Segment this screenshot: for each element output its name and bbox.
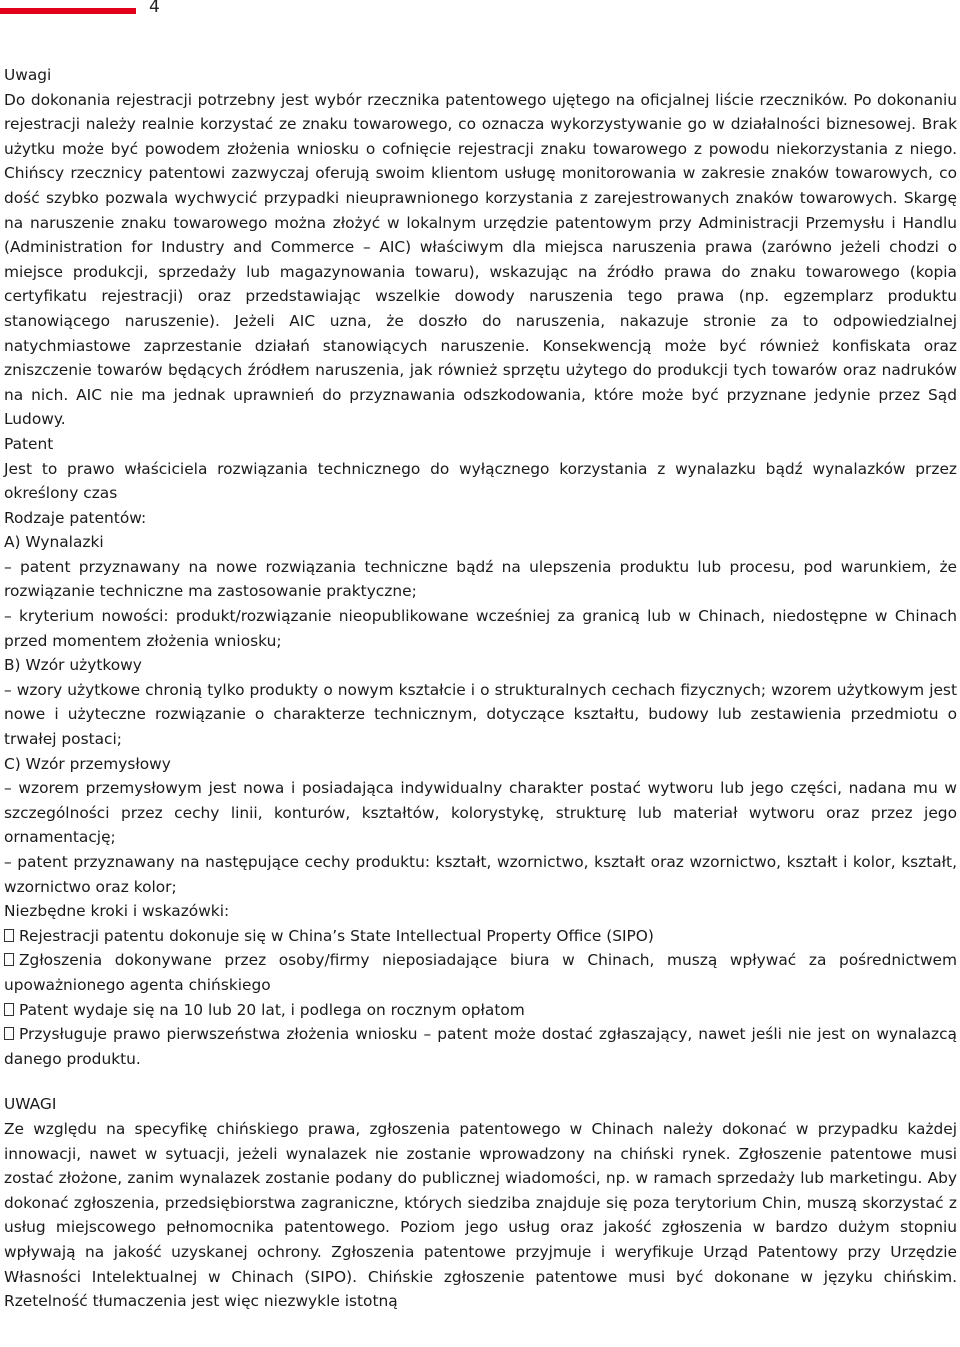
type-a-item-2: – kryterium nowości: produkt/rozwiązanie nieopublikowane wcześniej za granicą lub w Chinach, niedostępne w Chinach przed momentem złożenia wniosku; xyxy=(4,607,957,650)
step-text: Patent wydaje się na 10 lub 20 lat, i podlega on rocznym opłatom xyxy=(19,1000,525,1019)
patent-types-heading: Rodzaje patentów: xyxy=(4,508,147,527)
type-c-item-2: – patent przyznawany na następujące cechy produktu: kształt, wzornictwo, kształt oraz wzornictwo, kształt i kolor, kształt, wzornictwo oraz kolor; xyxy=(4,853,957,896)
step-item xyxy=(4,948,957,997)
step-text: Rejestracji patentu dokonuje się w China’s State Intellectual Property Office (SIPO) xyxy=(19,926,654,945)
type-b-item-1: – wzory użytkowe chronią tylko produkty o nowym kształcie i o strukturalnych cechach fizycznych; wzorem użytkowym jest nowe i użyteczne rozwiązanie o charakterze technicznym, dotyczące kształtu, budowy lub zestawienia przedmiotu o trwałej postaci; xyxy=(4,680,957,749)
document-body xyxy=(4,63,957,1314)
bullet-box-icon xyxy=(4,1027,14,1040)
paragraph-trademark-notes: Do dokonania rejestracji potrzebny jest wybór rzecznika patentowego ujętego na oficjalnej liście rzeczników. Po dokonaniu rejestracji należy realnie korzystać ze znaku towarowego, co oznacza wykorzystywanie go w działalności biznesowej. Brak użytku może być powodem złożenia wniosku o cofnięcie rejestracji znaku towarowego z powodu niekorzystania z niego. Chińscy rzecznicy patentowi zazwyczaj oferują swoim klientom usługę monitorowania w zakresie znaków towarowych, co dość szybko pozwala wychwycić przypadki nieuprawnionego korzystania z zarejestrowanych znaków towarowych. Skargę na naruszenie znaku towarowego można złożyć w lokalnym urzędzie patentowym przy Administracji Przemysłu i Handlu (Administration for Industry and Commerce – AIC) właściwym dla miejsca naruszenia prawa (zarówno jeżeli chodzi o miejsce produkcji, sprzedaży lub magazynowania towaru), wskazując na źródło prawa do znaku towarowego (kopia certyfikatu rejestracji) oraz przedstawiając wszelkie dowody naruszenia tego prawa (np. egzemplarz produktu stanowiącego naruszenie). Jeżeli AIC uzna, że doszło do naruszenia, nakazuje stronie za to odpowiedzialnej natychmiastowe zaprzestanie działań stanowiących naruszenie. Konsekwencją może być również konfiskata oraz zniszczenie towarów będących źródłem naruszenia, jak również sprzętu użytego do produkcji tych towarów oraz nadruków na nich. AIC nie ma jednak uprawnień do przyznawania odszkodowania, które może być przyznane jedynie przez Sąd Ludowy. xyxy=(4,90,957,429)
type-a-item-1: – patent przyznawany na nowe rozwiązania techniczne bądź na ulepszenia produktu lub procesu, pod warunkiem, że rozwiązanie techniczne ma zastosowanie praktyczne; xyxy=(4,557,957,601)
header-accent-bar xyxy=(0,8,136,14)
step-text: Przysługuje prawo pierwszeństwa złożenia wniosku – patent może dostać zgłaszający, nawet jeśli nie jest on wynalazcą danego produktu. xyxy=(4,1025,957,1068)
step-item xyxy=(4,998,957,1023)
bullet-box-icon xyxy=(4,1003,14,1016)
section-heading-uwagi: Uwagi xyxy=(4,66,52,84)
step-text: Zgłoszenia dokonywane przez osoby/firmy nieposiadające biura w Chinach, muszą wpływać za pośrednictwem upoważnionego agenta chińskiego xyxy=(4,951,957,994)
section-heading-patent: Patent xyxy=(4,434,54,453)
section-spacer xyxy=(4,1071,957,1092)
paragraph-patent-notes: Ze względu na specyfikę chińskiego prawa, zgłoszenia patentowego w Chinach należy dokonać w przypadku każdej innowacji, nawet w sytuacji, jeżeli wynalazek nie zostanie wprowadzony na chiński rynek. Zgłoszenie patentowe musi zostać złożone, zanim wynalazek zostanie podany do publicznej wiadomości, np. w ramach sprzedaży lub marketingu. Aby dokonać zgłoszenia, przedsiębiorstwa zagraniczne, których siedziba znajduje się poza terytorium Chin, muszą skorzystać z usług miejscowego pełnomocnika patentowego. Poziom jego usług oraz jakość zgłoszenia w bardzo dużym stopniu wpływają na jakość uzyskanej ochrony. Zgłoszenia patentowe przyjmuje i weryfikuje Urząd Patentowy przy Urzędzie Własności Intelektualnej w Chinach (SIPO). Chińskie zgłoszenie patentowe musi być dokonane w języku chińskim. Rzetelność tłumaczenia jest więc niezwykle istotną xyxy=(4,1119,957,1311)
steps-heading: Niezbędne kroki i wskazówki: xyxy=(4,902,230,921)
page-number: 4 xyxy=(149,0,160,17)
step-item xyxy=(4,1022,957,1071)
type-b-heading: B) Wzór użytkowy xyxy=(4,656,142,675)
type-a-heading: A) Wynalazki xyxy=(4,533,104,552)
bullet-box-icon xyxy=(4,953,14,966)
type-c-item-1: – wzorem przemysłowym jest nowa i posiadająca indywidualny charakter postać wytworu lub jego części, nadana mu w szczególności przez cechy linii, konturów, kształtów, kolorystykę, strukturę lub materiał wytworu oraz przez jego ornamentację; xyxy=(4,779,957,847)
step-item xyxy=(4,924,957,949)
bullet-box-icon xyxy=(4,929,14,942)
patent-definition: Jest to prawo właściciela rozwiązania technicznego do wyłącznego korzystania z wynalazku bądź wynalazków przez określony czas xyxy=(4,459,957,503)
type-c-heading: C) Wzór przemysłowy xyxy=(4,754,171,773)
section-heading-uwagi-2: UWAGI xyxy=(4,1095,57,1114)
